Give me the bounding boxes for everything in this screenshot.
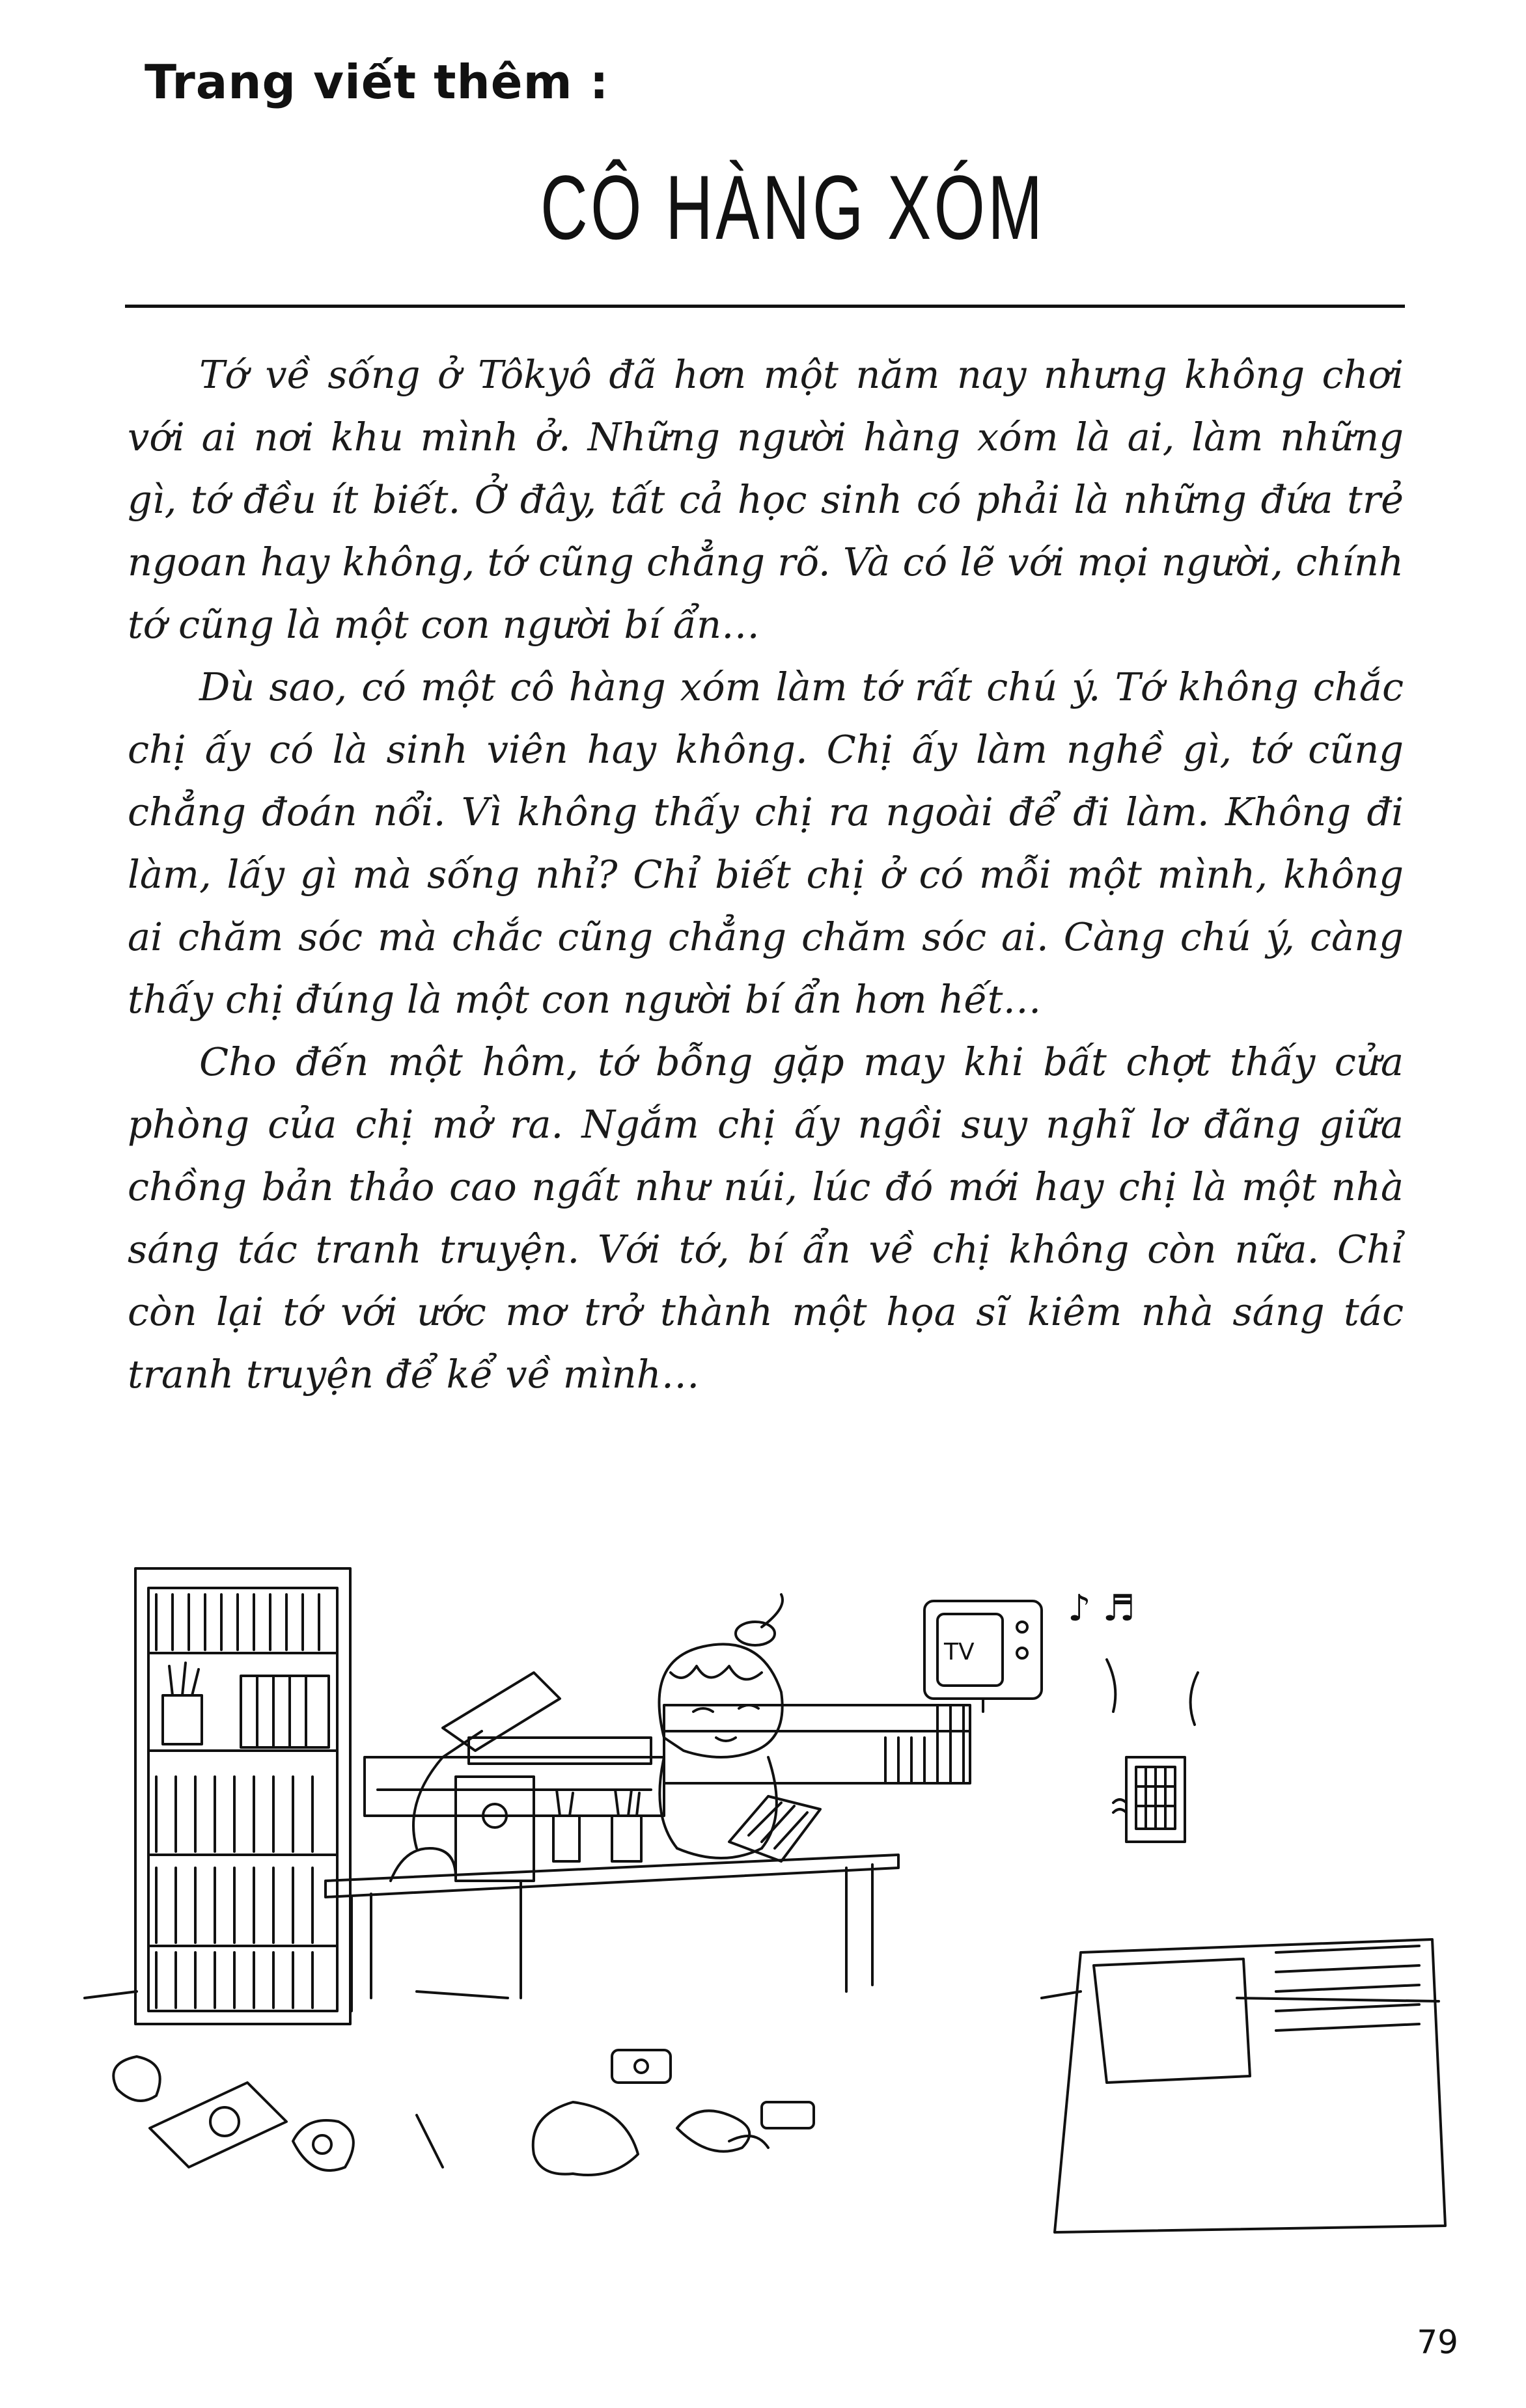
room-illustration [78,1542,1458,2271]
futon [1055,1939,1445,2232]
bookshelf [135,1568,350,2024]
body-text [128,344,1404,1406]
paragraph-2: Dù sao, có một cô hàng xóm làm tớ rất chú ý. Tớ không chắc chị ấy có là sinh viên hay không. Chị ấy làm nghề gì, tớ cũng chẳng đoán nổi. Vì không thấy chị ra ngoài để đi làm. Không đi làm, lấy gì mà sống nhỉ? Chỉ biết chị ở có mỗi một mình, không ai chăm sóc mà chắc cũng chẳng chăm sóc ai. Càng chú ý, càng thấy chị đúng là một con người bí ẩn hơn hết… [128,664,1404,1022]
title-divider [125,305,1405,308]
desk [326,1673,898,2011]
tv-stand [664,1705,970,1783]
tv [924,1601,1042,1712]
page-number: 79 [1417,2323,1458,2361]
speaker [1107,1660,1198,1842]
music-notes: ♪ ♬ [1068,1587,1135,1630]
floor-clutter [113,2050,814,2175]
paragraph-3: Cho đến một hôm, tớ bỗng gặp may khi bất chợt thấy cửa phòng của chị mở ra. Ngắm chị ấy ngồi suy nghĩ lơ đãng giữa chồng bản thảo cao ngất như núi, lúc đó mới hay chị là một nhà sáng tác tranh truyện. Với tớ, bí ẩn về chị không còn nữa. Chỉ còn lại tớ với ước mơ trở thành một họa sĩ kiêm nhà sáng tác tranh truyện để kể về mình… [128,1039,1404,1397]
tv-label: TV [944,1639,975,1665]
page-heading: Trang viết thêm : [145,55,609,109]
paragraph-1: Tớ về sống ở Tôkyô đã hơn một năm nay nhưng không chơi với ai nơi khu mình ở. Những người hàng xóm là ai, làm những gì, tớ đều ít biết. Ở đây, tất cả học sinh có phải là những đứa trẻ ngoan hay không, tớ cũng chẳng rõ. Và có lẽ với mọi người, chính tớ cũng là một con người bí ẩn… [128,352,1404,647]
chapter-title: CÔ HÀNG XÓM [540,156,1046,258]
floor-line [85,1991,1439,2001]
